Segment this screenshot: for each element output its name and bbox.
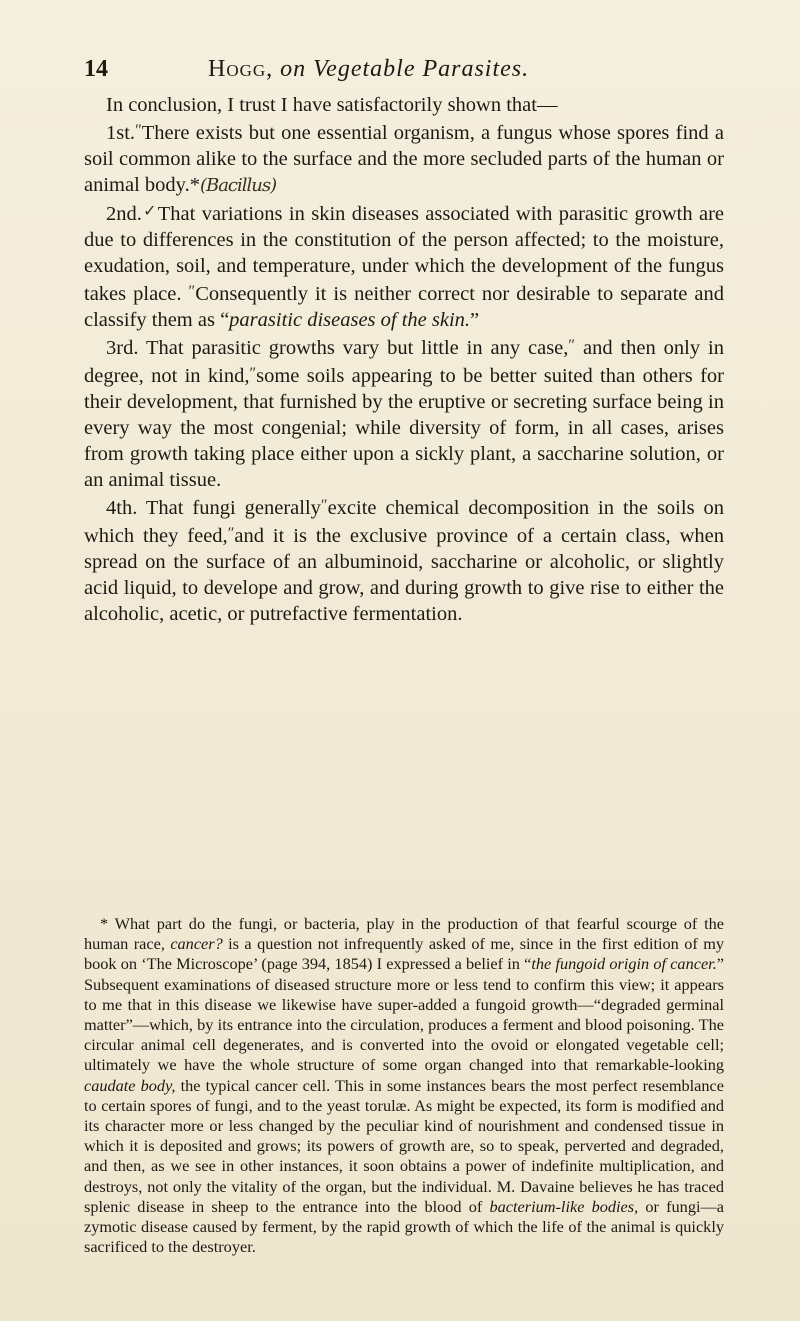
book-title: on Vegetable Parasites. <box>280 56 530 82</box>
running-title <box>208 56 529 83</box>
paragraph-second-point: 2nd.✓That variations in skin diseases associated with parasitic growth are due to differences in the constitution of the person affected; to the moisture, exudation, soil, and temperature, under which the development of the fungus takes place. ″Consequently it is neither correct nor desirable to separate and classify them as “parasitic diseases of the skin.” <box>84 203 725 331</box>
handwritten-mark: ″ <box>568 337 576 354</box>
handwritten-mark: ″ <box>320 497 328 514</box>
paragraph-third-point: 3rd. That parasitic growths vary but little in any case,″ and then only in degree, not in kind,″some soils appearing to be better suited than others for their development, that furnished by the eruptive or secreting surface being in every way the most congenial; while diversity of form, in all cases, arises from growth taking place either upon a sickly plant, a saccharine solution, or an animal tissue. <box>84 337 724 491</box>
handwritten-mark: ″ <box>249 365 257 382</box>
footnote: * What part do the fungi, or bacteria, play in the production of that fearful scourge of the human race, cancer? is a question not infrequently asked of me, since in the first edition of my book on ‘The Microscope’ (page 394, 1854) I expressed a belief in “the fungoid origin of cancer.” Subsequent examinations of diseased structure more or less tend to confirm this view; it appears to me that in this disease we likewise have super-added a fungoid growth—“degraded germinal matter”—which, by its entrance into the circulation, produces a ferment and blood poisoning. The circular animal cell degenerates, and is converted into the ovoid or elongated vegetable cell; ultimately we have the whole structure of some organ changed into that remarkable-looking caudate body, the typical cancer cell. This in some instances bears the most perfect resemblance to certain spores of fungi, and to the yeast torulæ. As might be expected, its form is modified and its character more or less changed by the peculiar kind of nourishment and condensed tissue in which it is deposited and grows; its powers of growth are, so to speak, perverted and degraded, and then, as we see in other instances, it soon obtains a power of indefinite multiplication, and destroys, not only the vitality of the organ, but the individual. M. Davaine believes he has traced splenic disease in sheep to the entrance into the blood of bacterium-like bodies, or fungi—a zymotic disease caused by ferment, by the rapid growth of which the life of the animal is quickly sacrificed to the destroyer. <box>84 914 725 1257</box>
running-header <box>84 56 724 86</box>
author-name: Hogg, <box>208 56 274 82</box>
main-text <box>84 92 724 627</box>
handwritten-mark: ″ <box>227 525 235 542</box>
paragraph-conclusion: In conclusion, I trust I have satisfactorily shown that— <box>106 94 558 116</box>
page-number: 14 <box>84 56 108 82</box>
paragraph-fourth-point: 4th. That fungi generally″excite chemical decomposition in the soils on which they feed,″and it is the exclusive province of a certain class, when spread on the surface of an albuminoid, saccharine or alcoholic, or slightly acid liquid, to develope and grow, and during growth to give rise to either the alcoholic, acetic, or putrefactive fermentation. <box>84 497 724 625</box>
handwritten-mark: ″ <box>188 283 196 300</box>
handwritten-mark: ″ <box>135 122 142 139</box>
handwritten-annotation: (Bacillus) <box>199 175 277 196</box>
paragraph-first-point: 1st.″There exists but one essential organism, a fungus whose spores find a soil common alike to the surface and the more secluded parts of the human or animal body.*(Bacillus) <box>84 122 724 196</box>
handwritten-mark: ✓ <box>141 203 158 220</box>
